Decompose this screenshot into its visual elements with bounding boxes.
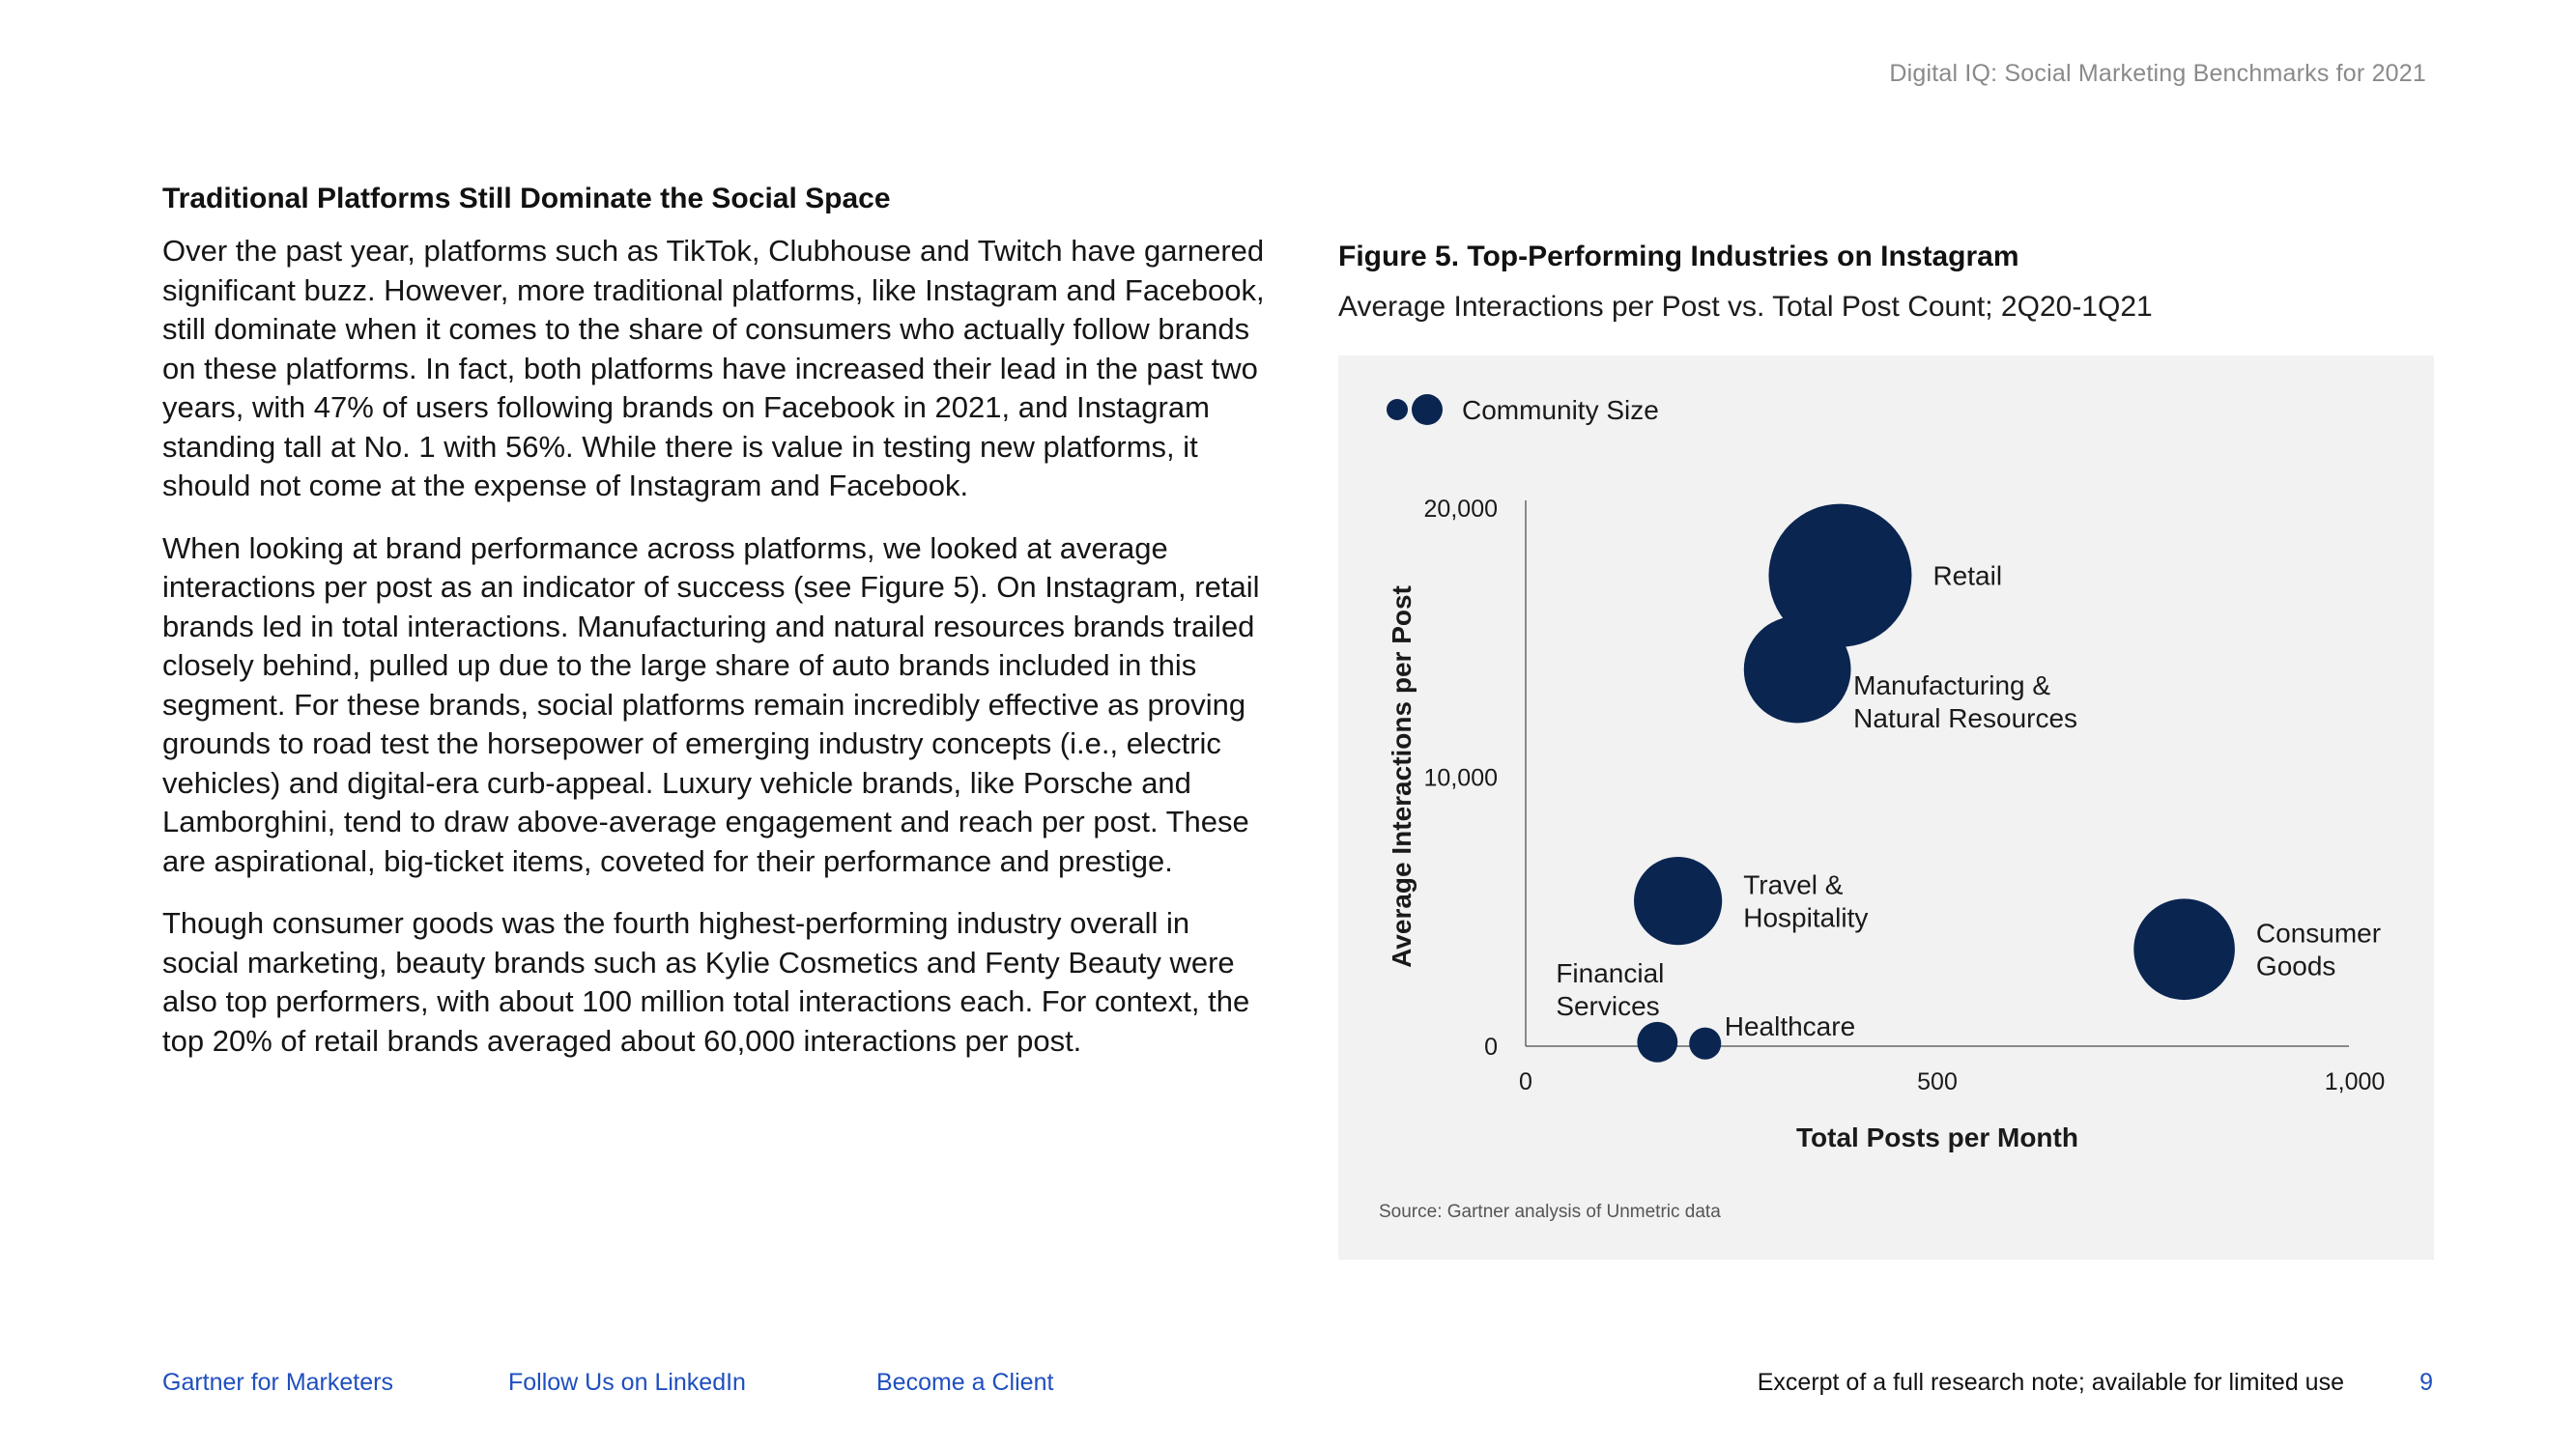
bubble-label: Healthcare	[1724, 1011, 1856, 1042]
footer-link-gartner-for-marketers[interactable]: Gartner for Marketers	[162, 1369, 393, 1396]
bubble-label: Hospitality	[1743, 902, 1869, 933]
chart-panel	[1338, 355, 2434, 1260]
y-tick-label: 20,000	[1423, 496, 1498, 523]
document-header: Digital IQ: Social Marketing Benchmarks for 2021	[1889, 60, 2426, 87]
bubble-label: Goods	[2255, 951, 2336, 981]
y-tick-label: 10,000	[1423, 764, 1498, 792]
x-tick-label: 0	[1519, 1068, 1532, 1095]
legend-small-dot	[1387, 399, 1408, 420]
paragraph-1: Over the past year, platforms such as TikTok, Clubhouse and Twitch have garnered significant buzz. However, more traditional platforms, like Instagram and Facebook, still dominate when it comes to the share of consumers who actually follow brands on these platforms. In fact, both platforms have increased their lead in the past two years, with 47% of users following brands on Facebook in 2021, and Instagram standing tall at No. 1 with 56%. While there is value in testing new platforms, it should not come at the expense of Instagram and Facebook.	[162, 234, 1265, 502]
bubble	[2133, 898, 2235, 1000]
bubble	[1634, 857, 1722, 945]
legend-large-dot	[1412, 394, 1443, 425]
bubble-label: Retail	[1932, 560, 2003, 591]
footer-link-become-client[interactable]: Become a Client	[876, 1369, 1054, 1396]
bubble-label: Travel &	[1743, 869, 1844, 900]
article-body	[162, 180, 1274, 1084]
figure-subtitle: Average Interactions per Post vs. Total Post Count; 2Q20-1Q21	[1338, 291, 2153, 323]
paragraph-3: Though consumer goods was the fourth highest-performing industry overall in social marketing, beauty brands such as Kylie Cosmetics and Fenty Beauty were also top performers, with about 100 million total interactions each. For context, the top 20% of retail brands averaged about 60,000 interactions per post.	[162, 906, 1250, 1058]
bubble	[1689, 1028, 1721, 1060]
x-tick-label: 500	[1917, 1068, 1958, 1095]
page-number: 9	[2419, 1369, 2433, 1396]
bubble-label: Consumer	[2255, 918, 2382, 949]
footer-link-follow-linkedin[interactable]: Follow Us on LinkedIn	[508, 1369, 746, 1396]
bubble-label: Natural Resources	[1853, 703, 2078, 734]
bubble	[1637, 1022, 1677, 1063]
bubble-label: Financial	[1556, 957, 1665, 988]
figure-title: Figure 5. Top-Performing Industries on Instagram	[1338, 241, 2019, 272]
bubble	[1744, 616, 1851, 724]
bubble-chart	[1338, 355, 2434, 1260]
bubble-label: Services	[1556, 990, 1660, 1021]
x-tick-label: 1,000	[2324, 1068, 2386, 1095]
footer-note: Excerpt of a full research note; available for limited use	[1757, 1369, 2344, 1396]
x-axis-title: Total Posts per Month	[1796, 1122, 2078, 1152]
figure-source: Source: Gartner analysis of Unmetric data	[1379, 1202, 1721, 1222]
legend-label: Community Size	[1462, 395, 1659, 425]
paragraph-2: When looking at brand performance across platforms, we looked at average interactions per post as an indicator of success (see Figure 5). On Instagram, retail brands led in total interactions. Manufacturing and natural resources brands trailed closely behind, pulled up due to the large share of auto brands included in this segment. For these brands, social platforms remain incredibly effective as proving grounds to road test the horsepower of emerging industry concepts (i.e., electric vehicles) and digital-era curb-appeal. Luxury vehicle brands, like Porsche and Lamborghini, tend to draw above-average engagement and reach per post. These are aspirational, big-ticket items, coveted for their performance and prestige.	[162, 530, 1260, 878]
section-title: Traditional Platforms Still Dominate the Social Space	[162, 183, 891, 214]
bubble-label: Manufacturing &	[1853, 670, 2051, 701]
y-axis-title: Average Interactions per Post	[1387, 585, 1417, 968]
y-tick-label: 0	[1484, 1034, 1498, 1061]
